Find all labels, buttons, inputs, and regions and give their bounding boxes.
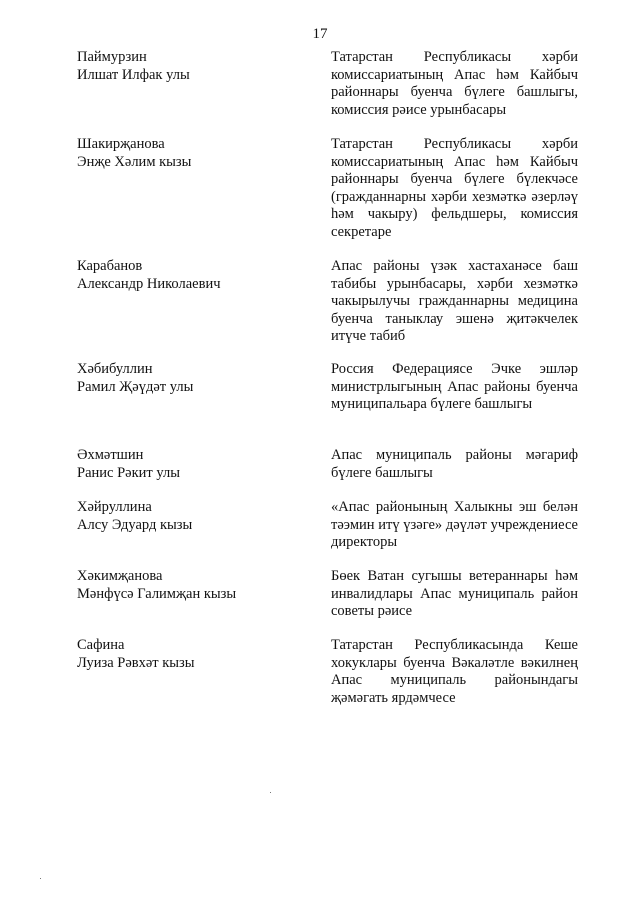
member-name	[77, 136, 307, 171]
member-surname: Сафина	[77, 637, 125, 653]
member-name	[77, 568, 307, 603]
member-name	[77, 499, 307, 534]
member-surname: Карабанов	[77, 258, 143, 274]
member-given-name: Мәнфүсә Галимҗан кызы	[77, 585, 237, 602]
member-given-name: Алсу Эдуард кызы	[77, 516, 193, 533]
member-name	[77, 49, 307, 84]
member-given-name: Александр Николаевич	[77, 275, 221, 292]
member-surname: Әхмәтшин	[77, 447, 144, 463]
member-name	[77, 361, 307, 396]
member-given-name: Рамил Җәүдәт улы	[77, 378, 194, 395]
member-given-name: Ранис Рәкит улы	[77, 464, 180, 481]
member-name	[77, 258, 307, 293]
member-name	[77, 637, 307, 672]
member-role: Бөек Ватан сугышы ветераннары һәм инвалидлары Апас муниципаль район советы рәисе	[331, 568, 578, 619]
member-role: Татарстан Республикасы хәрби комиссариатының Апас һәм Кайбыч районнары буенча бүлеге башлыгы, комиссия рәисе урынбасары	[331, 49, 578, 118]
member-given-name: Энҗе Хәлим кызы	[77, 153, 192, 170]
scan-speck	[270, 792, 271, 793]
member-surname: Шакирҗанова	[77, 136, 165, 152]
member-role: Апас районы үзәк хастаханәсе баш табибы урынбасары, хәрби хезмәткә чакырылучы гражданнарны медицина буенча таныклау эшенә җитәкчелек итүче табиб	[331, 258, 578, 344]
member-name	[77, 447, 307, 482]
member-given-name: Илшат Илфак улы	[77, 66, 190, 83]
member-role: Татарстан Республикасы хәрби комиссариатының Апас һәм Кайбыч районнары буенча бүлеге бүлекчәсе (гражданнарны хәрби хезмәткә әзерләү һәм чакыру) фельдшеры, комиссия секретаре	[331, 136, 578, 240]
member-role: Россия Федерациясе Эчке эшләр министрлыгының Апас районы буенча муниципальара бүлеге башлыгы	[331, 361, 578, 412]
member-role: Татарстан Республикасында Кеше хокуклары буенча Вәкаләтле вәкилнең Апас муниципаль районындагы җәмәгать ярдәмчесе	[331, 637, 578, 706]
member-surname: Хәйруллина	[77, 499, 152, 515]
member-role: Апас муниципаль районы мәгариф бүлеге башлыгы	[331, 447, 578, 481]
page-number: 17	[312, 26, 328, 42]
scan-speck	[40, 878, 41, 879]
member-role: «Апас районының Халыкны эш белән тәэмин итү үзәге» дәүләт учреждениесе директоры	[331, 499, 578, 550]
member-given-name: Луиза Рәвхәт кызы	[77, 654, 195, 671]
member-surname: Хәкимҗанова	[77, 568, 163, 584]
member-surname: Паймурзин	[77, 49, 147, 65]
member-surname: Хәбибуллин	[77, 361, 153, 377]
